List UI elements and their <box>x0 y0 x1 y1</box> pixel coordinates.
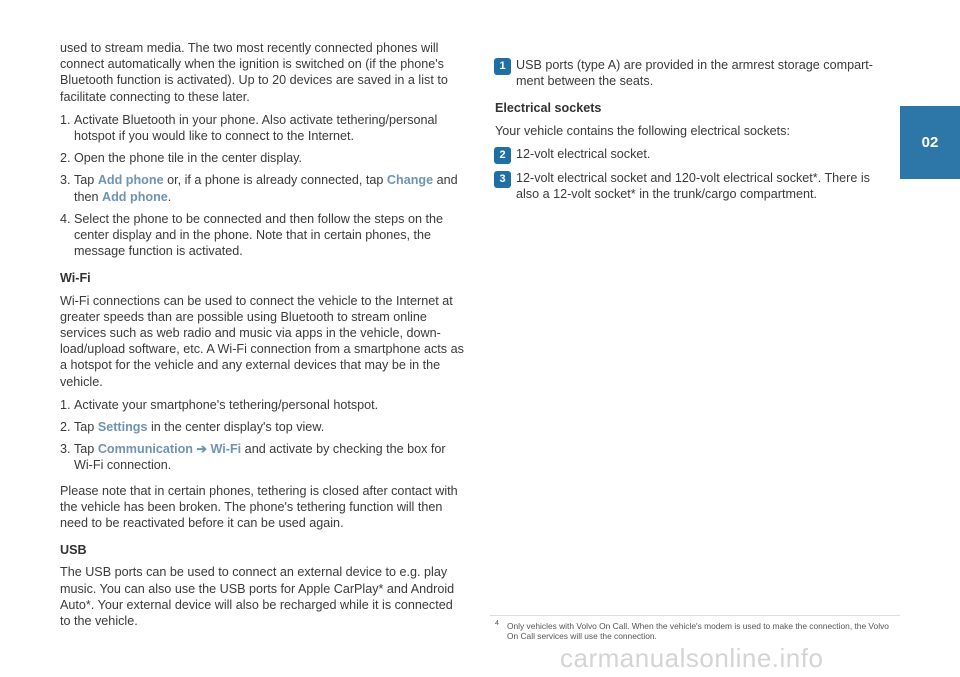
ui-label-add-phone: Add phone <box>97 173 164 188</box>
number-1-icon: 1 <box>494 58 511 75</box>
list-item <box>494 170 890 202</box>
footnote-mark: 4 <box>495 620 499 627</box>
ui-label-add-phone: Add phone <box>102 189 168 204</box>
ui-label-settings: Settings <box>97 420 148 435</box>
list-item: 4. Select the phone to be connected and then follow the steps on the center display and in the phone. Note that in certain phones, the message function is activated. <box>60 211 443 259</box>
ui-label-communication-wifi: Communication ➔ Wi-Fi <box>97 442 242 457</box>
usb-heading: USB <box>60 543 87 558</box>
list-item <box>494 57 890 89</box>
right-column <box>495 57 890 208</box>
chapter-number: 02 <box>921 134 939 151</box>
list-item: 2. Open the phone tile in the center display. <box>60 151 303 166</box>
intro-paragraph: used to stream media. The two most recently connected phones will connect automatically when the ignition is switched on (if the phone's Bluetooth function is activated). Up to 20 devices are saved in a list to facilitate connecting to these later. <box>60 41 448 104</box>
wifi-heading: Wi-Fi <box>60 271 91 286</box>
footnote-text: Only vehicles with Volvo On Call. When the vehicle's modem is used to make the connection, the Volvo On Call services will use the connection. <box>507 621 889 641</box>
socket-12v-text: 12-volt electrical socket. <box>516 146 651 161</box>
chapter-tab[interactable] <box>900 106 960 179</box>
list-item: 3. Tap Communication ➔ Wi-Fi and activate by checking the box for Wi-Fi connection. <box>60 442 446 473</box>
list-item: 1. Activate Bluetooth in your phone. Also activate tethering/personal hotspot if you would like to connect to the Internet. <box>60 112 438 144</box>
socket-120v-text: 12-volt electrical socket and 120-volt electrical socket*. There is also a 12-volt socket* in the trunk/cargo compartment. <box>516 170 870 202</box>
bluetooth-steps <box>60 112 466 260</box>
list-item: 2. Tap Settings in the center display's top view. <box>60 420 325 435</box>
ui-label-change: Change <box>386 173 434 188</box>
wifi-steps <box>60 397 466 474</box>
usb-ports-text: USB ports (type A) are provided in the armrest storage compart-ment between the seats. <box>516 58 873 89</box>
footnote <box>495 621 900 641</box>
wifi-paragraph: Wi-Fi connections can be used to connect the vehicle to the Internet at greater speeds than are possible using Bluetooth to stream online services such as web radio and music via apps in the vehicle, down-load/upload software, etc. A Wi-Fi connection from a smartphone acts as a hotspot for the vehicle and any external devices that may be in the vehicle. <box>60 293 464 389</box>
footnote-divider <box>490 615 900 616</box>
list-item: 3. Tap Add phone or, if a phone is already connected, tap Change and then Add phone. <box>60 173 458 204</box>
usb-paragraph: The USB ports can be used to connect an external device to e.g. play music. You can also use the USB ports for Apple CarPlay* and Android Auto*. Your external device will also be recharged while it is connected to the vehicle. <box>60 565 455 629</box>
number-3-icon: 3 <box>494 171 511 188</box>
sockets-intro: Your vehicle contains the following electrical sockets: <box>495 123 790 138</box>
list-item <box>494 146 890 164</box>
left-column <box>60 40 466 636</box>
wifi-note: Please note that in certain phones, tethering is closed after contact with the vehicle has been broken. The phone's tethering function will then need to be reactivated before it can be used again. <box>60 483 458 531</box>
watermark: carmanualsonline.info <box>560 643 824 673</box>
list-item: 1. Activate your smartphone's tethering/personal hotspot. <box>60 397 379 412</box>
number-2-icon: 2 <box>494 147 511 164</box>
electrical-sockets-heading: Electrical sockets <box>495 101 602 116</box>
